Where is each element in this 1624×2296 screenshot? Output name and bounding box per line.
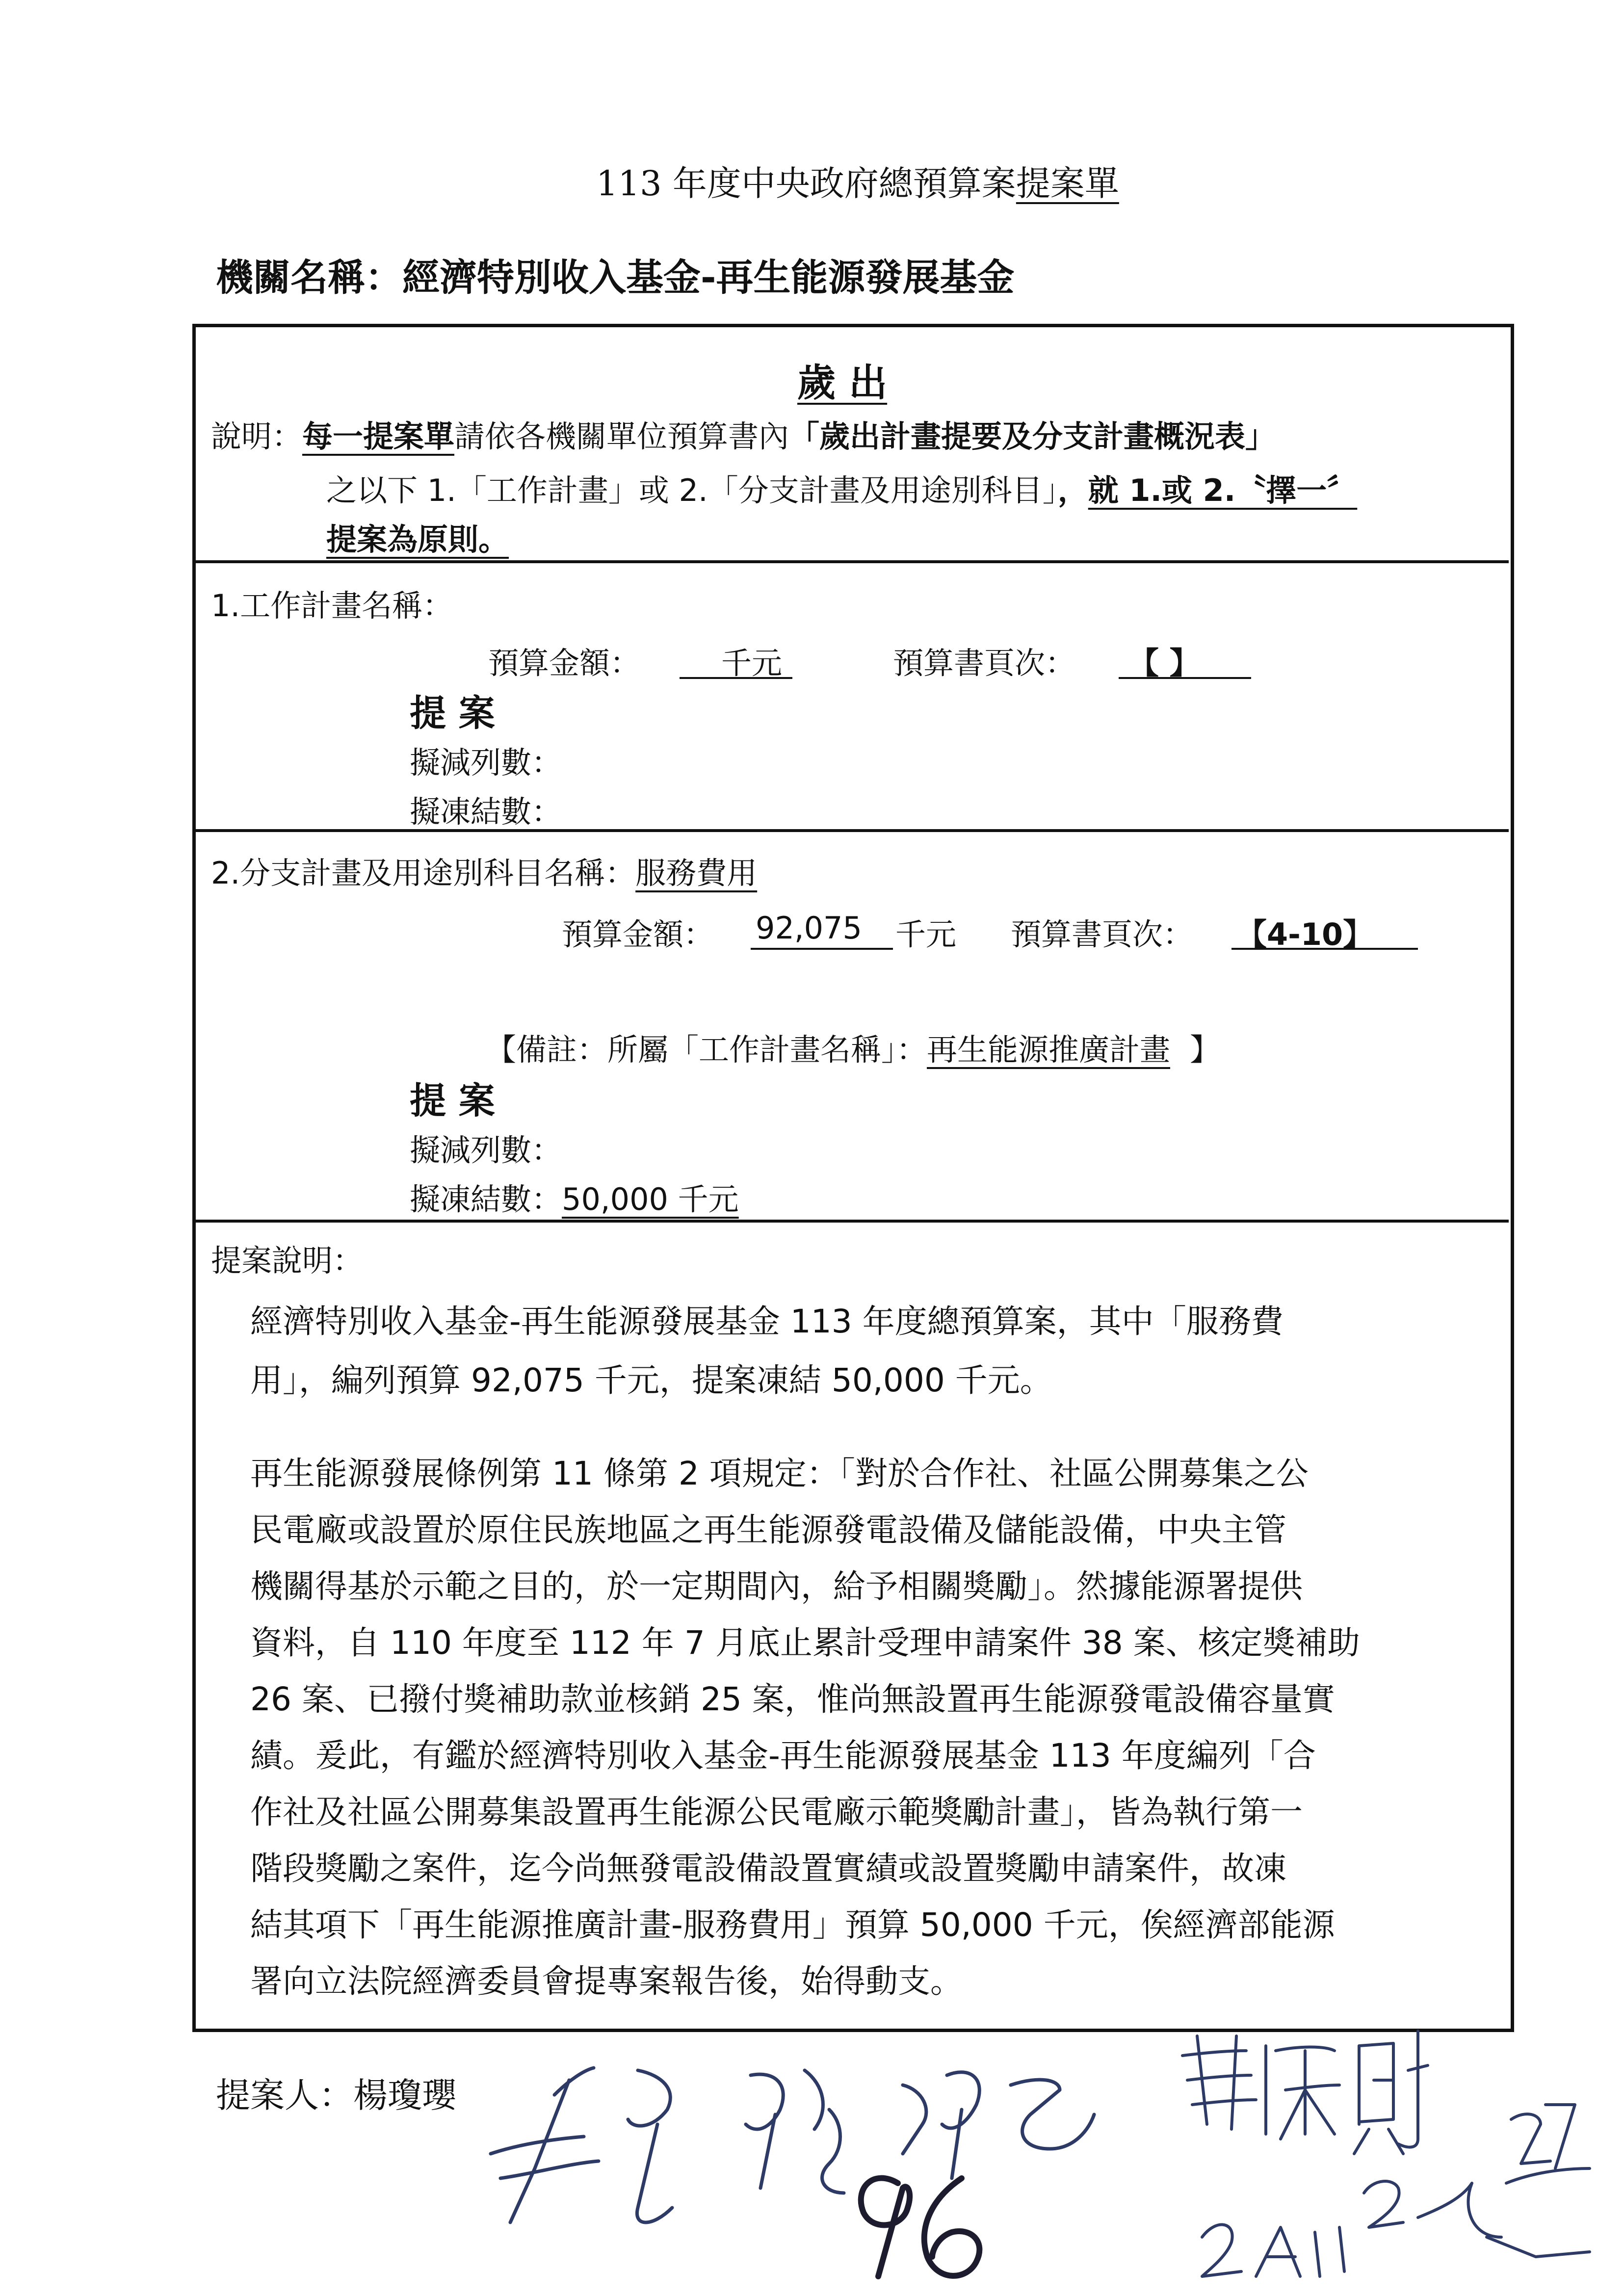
- explanation-p1-line2: 用」，編列預算 92,075 千元，提案凍結 50,000 千元。: [250, 1361, 1052, 1399]
- note-bold-3: ，: [1057, 472, 1088, 508]
- explanation-p2-line: 資料，自 110 年度至 112 年 7 月底止累計受理申請案件 38 案、核定獎補助: [250, 1624, 1360, 1662]
- part2-proposal-label: 提 案: [410, 1080, 495, 1122]
- note-line-3: 提案為原則。: [326, 522, 509, 557]
- part2-reduce-label: 擬減列數：: [410, 1132, 562, 1168]
- explanation-p2-line: 民電廠或設置於原住民族地區之再生能源發電設備及儲能設備，中央主管: [250, 1511, 1286, 1549]
- part2-budget-label: 預算金額：: [562, 916, 714, 952]
- explanation-title: 提案說明：: [211, 1243, 364, 1278]
- explanation-p2-line: 階段獎勵之案件，迄今尚無發電設備設置實績或設置獎勵申請案件，故凍: [250, 1850, 1286, 1887]
- title-suffix: 提案單: [1016, 163, 1119, 204]
- explanation-p2-line: 績。爰此，有鑑於經濟特別收入基金-再生能源發展基金 113 年度編列「合: [250, 1737, 1316, 1774]
- part1-budget-value: 千元: [721, 645, 783, 681]
- part2-remark-prefix: 【備註：所屬「工作計畫名稱」：: [486, 1032, 927, 1068]
- note-bold-4: 就 1.或 2.〝擇一〞: [1088, 472, 1358, 508]
- part2-page-value: 【4-10】: [1236, 916, 1374, 952]
- title-prefix: 113 年度中央政府總預算案: [596, 163, 1016, 204]
- part2-freeze-label: 擬凍結數：: [410, 1181, 562, 1217]
- part2-freeze-value: 50,000 千元: [562, 1181, 739, 1217]
- part1-freeze-label: 擬凍結數：: [410, 794, 562, 830]
- explanation-p1-line1: 經濟特別收入基金-再生能源發展基金 113 年度總預算案，其中「服務費: [250, 1303, 1283, 1340]
- part2-item-name: 服務費用: [635, 855, 758, 891]
- part1-page-label: 預算書頁次：: [893, 645, 1076, 681]
- part1-reduce-label: 擬減列數：: [410, 745, 562, 781]
- part2-title: 2.分支計畫及用途別科目名稱：: [211, 855, 636, 891]
- note-text-2: 之以下 1.「工作計畫」或 2.「分支計畫及用途別科目」: [326, 472, 1058, 508]
- part1-title: 1.工作計畫名稱：: [211, 588, 453, 624]
- part2-page-label: 預算書頁次：: [1011, 916, 1194, 952]
- explanation-p2-line: 結其項下「再生能源推廣計畫-服務費用」預算 50,000 千元，俟經濟部能源: [250, 1906, 1335, 1944]
- note-label: 說明：: [211, 418, 303, 454]
- part2-budget-unit: 千元: [895, 916, 957, 952]
- explanation-p2-line: 作社及社區公開募集設置再生能源公民電廠示範獎勵計畫」，皆為執行第一: [250, 1793, 1303, 1831]
- agency-label: 機關名稱：: [216, 256, 402, 299]
- note-bold-2: 「歲出計畫提要及分支計畫概況表」: [789, 418, 1276, 454]
- part1-budget-label: 預算金額：: [488, 645, 641, 681]
- part2-remark-value: 再生能源推廣計畫: [927, 1032, 1171, 1068]
- proposer-label: 提案人：: [216, 2075, 353, 2115]
- section-heading: 歲 出: [797, 361, 888, 405]
- part1-page-value: 【 】: [1128, 645, 1200, 681]
- part1-proposal-label: 提 案: [410, 692, 495, 734]
- part2-remark-suffix: 】: [1190, 1032, 1221, 1068]
- note-bold-1: 每一提案單: [302, 418, 455, 454]
- explanation-p2-line: 26 案、已撥付獎補助款並核銷 25 案，惟尚無設置再生能源發電設備容量實: [250, 1680, 1335, 1718]
- explanation-p2-line: 機關得基於示範之目的，於一定期間內，給予相關獎勵」。然據能源署提供: [250, 1567, 1303, 1605]
- proposer-name: 楊瓊瓔: [353, 2075, 456, 2115]
- note-text-1: 請依各機關單位預算書內: [454, 418, 789, 454]
- explanation-p2-line: 再生能源發展條例第 11 條第 2 項規定：「對於合作社、社區公開募集之公: [250, 1455, 1309, 1492]
- agency-name: 經濟特別收入基金-再生能源發展基金: [402, 256, 1015, 299]
- part2-budget-value: 92,075: [756, 910, 862, 946]
- explanation-p2-line: 署向立法院經濟委員會提專案報告後，始得動支。: [250, 1962, 963, 2000]
